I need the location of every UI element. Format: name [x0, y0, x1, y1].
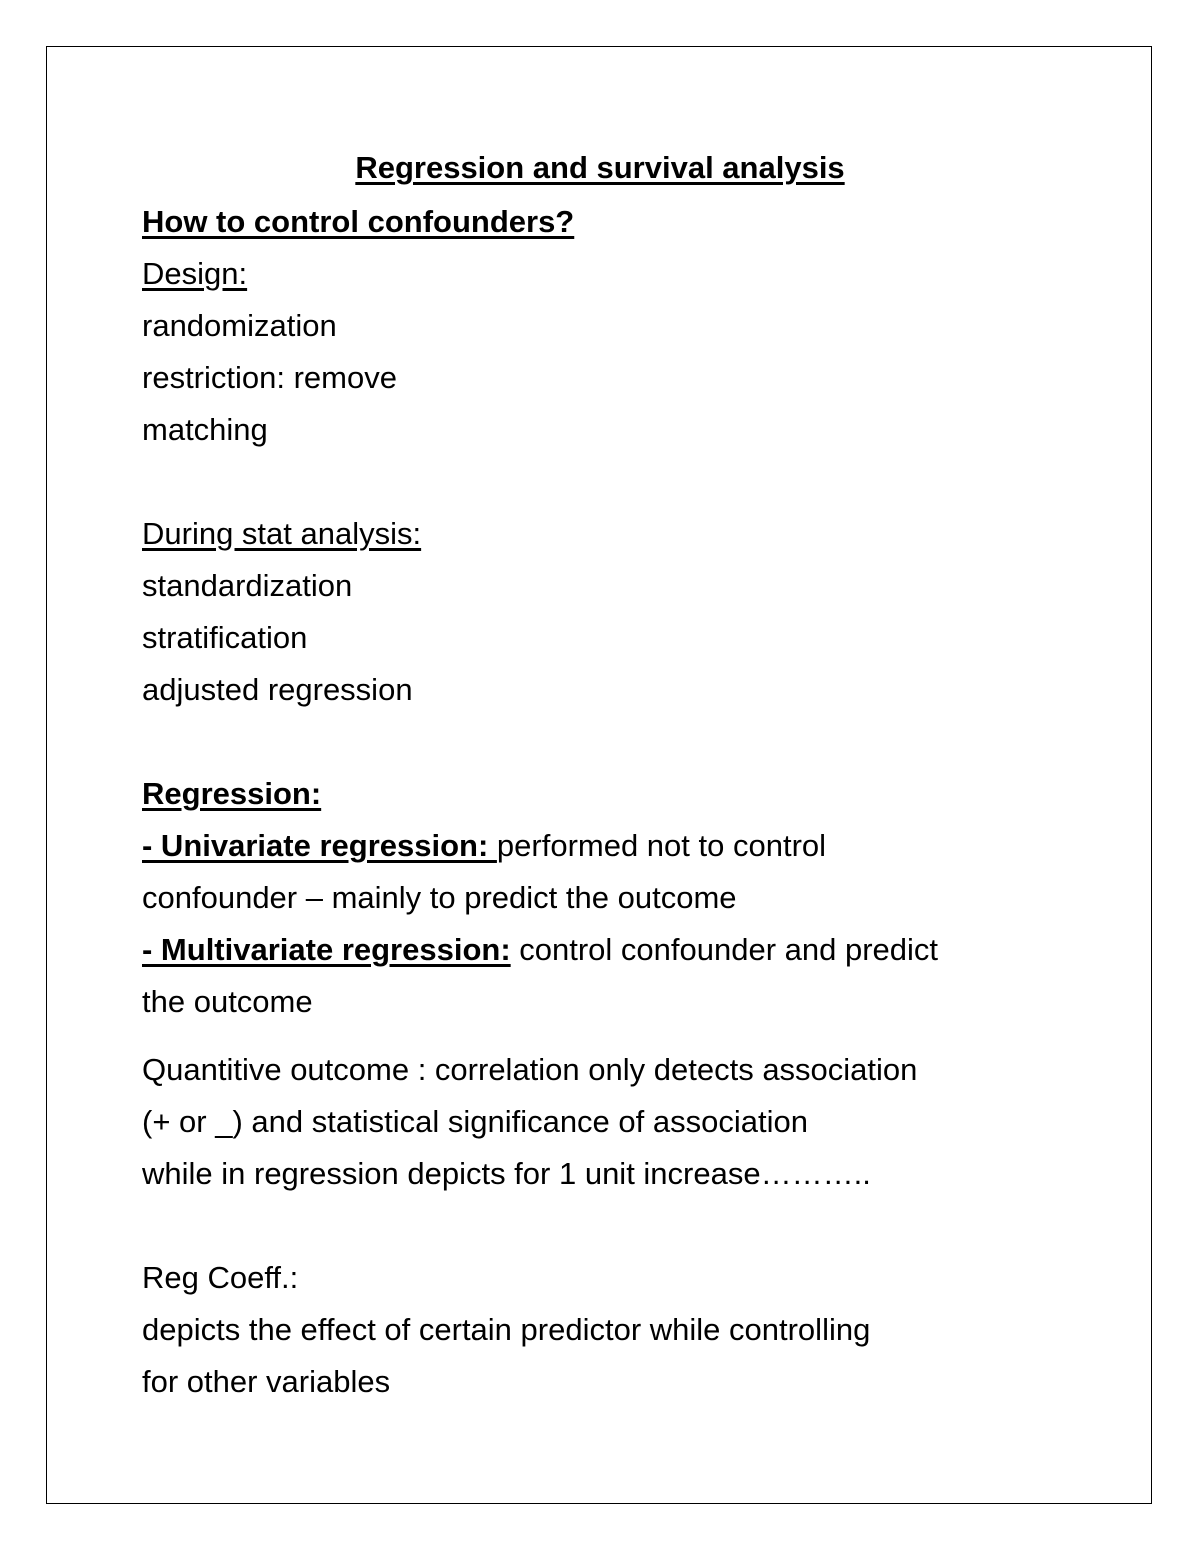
- design-item: matching: [142, 412, 268, 447]
- univariate-label: - Univariate regression:: [142, 828, 497, 863]
- document-title: Regression and survival analysis: [355, 150, 845, 185]
- quantitive-line: Quantitive outcome : correlation only detects association: [142, 1052, 918, 1087]
- multivariate-label: - Multivariate regression:: [142, 932, 511, 967]
- confounders-heading: How to control confounders?: [142, 204, 575, 239]
- regression-heading: Regression:: [142, 776, 322, 811]
- multivariate-text: control confounder and predict: [510, 932, 939, 967]
- design-item: randomization: [142, 308, 337, 343]
- spacer: [142, 716, 1072, 768]
- design-item: restriction: remove: [142, 360, 397, 395]
- stat-analysis-label: During stat analysis:: [142, 516, 422, 551]
- stat-item: standardization: [142, 568, 353, 603]
- reg-coeff-label: Reg Coeff.:: [142, 1260, 299, 1295]
- stat-item: adjusted regression: [142, 672, 413, 707]
- design-label: Design:: [142, 256, 248, 291]
- multivariate-line: [142, 924, 1072, 976]
- spacer: [142, 456, 1072, 508]
- univariate-line: [142, 820, 1072, 872]
- reg-coeff-text: for other variables: [142, 1364, 391, 1399]
- document-body: [142, 150, 1072, 1408]
- reg-coeff-text: depicts the effect of certain predictor while controlling: [142, 1312, 871, 1347]
- univariate-text: performed not to control: [496, 828, 827, 863]
- stat-item: stratification: [142, 620, 308, 655]
- spacer: [142, 1200, 1072, 1252]
- univariate-text-continued: confounder – mainly to predict the outcome: [142, 880, 737, 915]
- multivariate-text-continued: the outcome: [142, 984, 313, 1019]
- spacer: [142, 1028, 1072, 1044]
- quantitive-line: while in regression depicts for 1 unit increase………..: [142, 1156, 871, 1191]
- quantitive-line: (+ or _) and statistical significance of association: [142, 1104, 808, 1139]
